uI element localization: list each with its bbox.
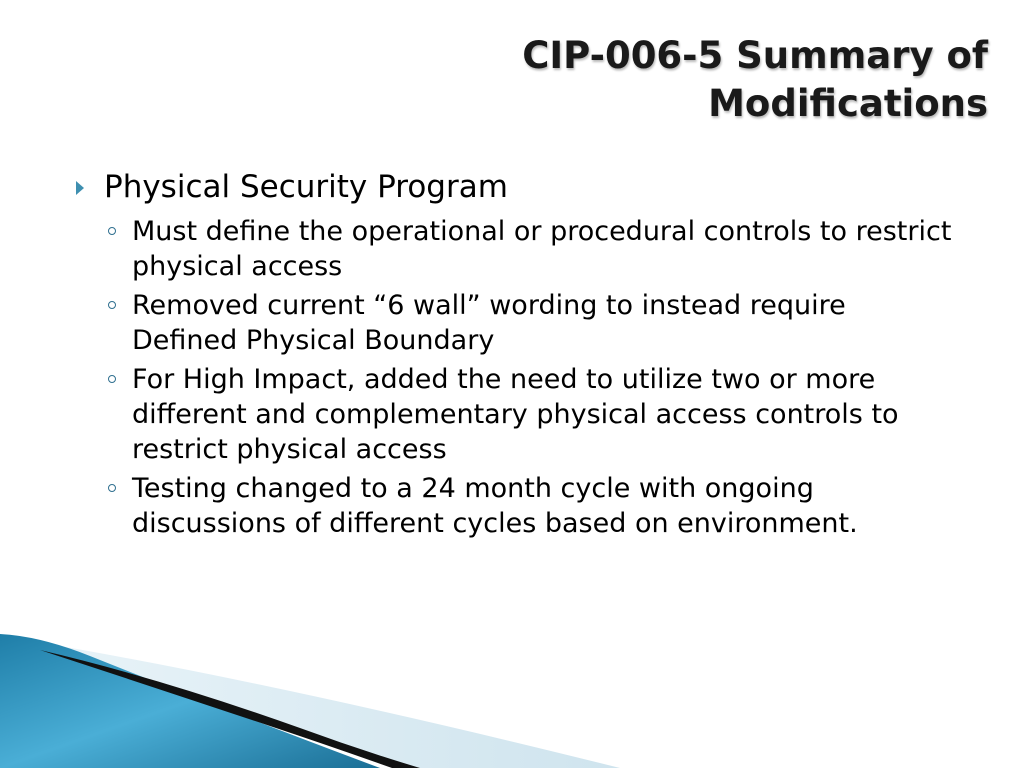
slide-title-line-1: CIP-006-5 Summary of bbox=[522, 34, 988, 77]
sub-bullet-text: Testing changed to a 24 month cycle with ongoing discussions of different cycles based on environment. bbox=[132, 473, 858, 539]
sub-bullet-text: Removed current “6 wall” wording to instead require Defined Physical Boundary bbox=[132, 290, 846, 356]
sub-bullet-item bbox=[104, 288, 952, 358]
main-bullet-item bbox=[74, 168, 994, 206]
sub-bullet-item bbox=[104, 362, 952, 467]
circle-bullet-icon bbox=[108, 484, 116, 492]
sub-bullet-list bbox=[104, 214, 994, 541]
slide-title-line-2: Modifications bbox=[708, 82, 988, 125]
circle-bullet-icon bbox=[108, 227, 116, 235]
slide-title bbox=[288, 32, 988, 128]
sub-bullet-item bbox=[104, 471, 952, 541]
sub-bullet-item bbox=[104, 214, 952, 284]
sub-bullet-text: For High Impact, added the need to utilize two or more different and complementary physical access controls to restrict physical access bbox=[132, 364, 899, 465]
circle-bullet-icon bbox=[108, 375, 116, 383]
decorative-wave-graphic bbox=[0, 628, 1024, 768]
sub-bullet-text: Must define the operational or procedural controls to restrict physical access bbox=[132, 216, 952, 282]
slide-content bbox=[74, 168, 994, 545]
main-bullet-text: Physical Security Program bbox=[104, 169, 508, 205]
circle-bullet-icon bbox=[108, 301, 116, 309]
triangle-bullet-icon bbox=[76, 181, 84, 195]
